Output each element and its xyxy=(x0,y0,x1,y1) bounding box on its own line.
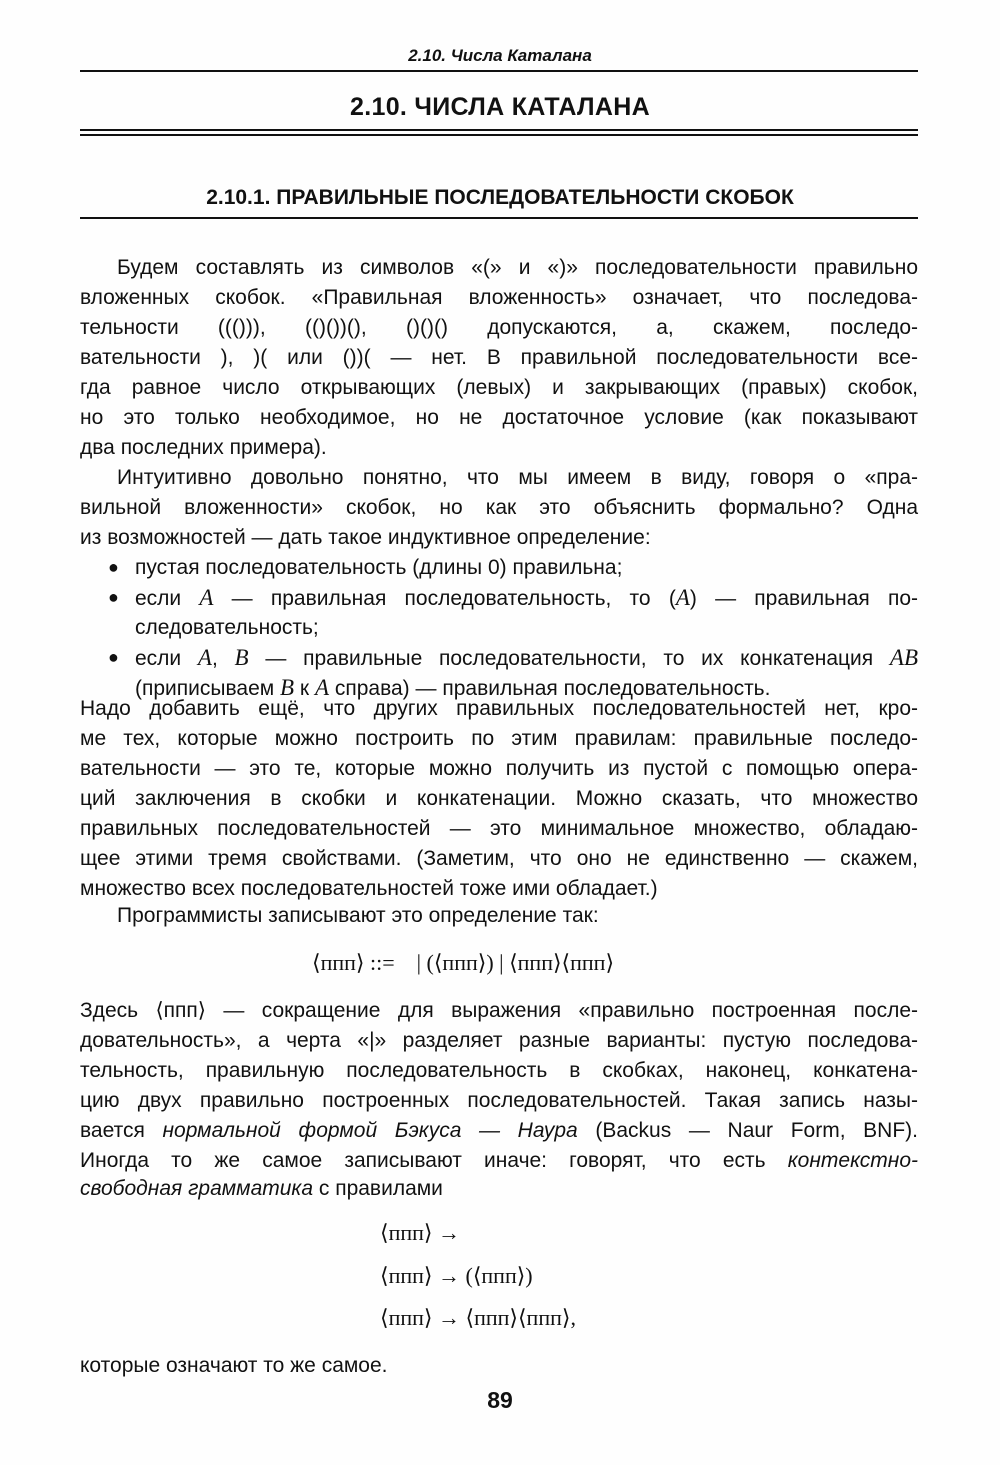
bullet-icon: ● xyxy=(108,647,119,667)
text-line xyxy=(80,375,918,401)
text-line xyxy=(80,345,918,371)
text-segment: гда равное число открывающих (левых) и закрывающих (правых) скобок, xyxy=(80,376,918,399)
text-segment: к xyxy=(294,677,315,700)
emphasized-text: нормальной формой Бэкуса — Наура xyxy=(162,1119,578,1142)
section-title: 2.10. ЧИСЛА КАТАЛАНА xyxy=(350,93,650,121)
bullet-icon: ● xyxy=(108,587,119,607)
emphasized-text: A xyxy=(314,675,330,700)
text-segment: Здесь ⟨ппп⟩ — сокращение для выражения «правильно построенная после- xyxy=(80,999,918,1022)
text-segment: Программисты записывают это определение так: xyxy=(117,904,599,927)
text-segment: вательности ), )( или ())( — нет. В правильной последовательности все- xyxy=(80,346,918,369)
text-line xyxy=(80,495,918,521)
bnf-formula: ⟨ппп⟩ ::= | (⟨ппп⟩) | ⟨ппп⟩⟨ппп⟩ xyxy=(312,950,615,975)
text-line xyxy=(80,1353,918,1379)
emphasized-text: A xyxy=(199,585,214,610)
text-line xyxy=(135,585,918,612)
text-line xyxy=(117,255,918,281)
text-line xyxy=(80,726,918,752)
emphasized-text: B xyxy=(234,645,249,670)
text-line xyxy=(80,285,918,311)
header-rule xyxy=(80,70,918,72)
text-line xyxy=(80,786,918,812)
text-segment: с правилами xyxy=(313,1177,443,1200)
text-segment: — правильная последовательность, то ( xyxy=(213,587,676,610)
text-segment: щее этими тремя свойствами. (Заметим, что оно не единственно — скажем, xyxy=(80,847,918,870)
text-segment: цию двух правильно построенных последовательностей. Такая запись назы- xyxy=(80,1089,918,1112)
title-rule-bottom xyxy=(80,134,918,136)
text-line xyxy=(80,1088,918,1114)
text-line xyxy=(135,555,918,581)
text-line xyxy=(80,1028,918,1054)
grammar-rule: ⟨ппп⟩ → (⟨ппп⟩) xyxy=(380,1263,533,1288)
text-segment: справа) — правильная последовательность. xyxy=(329,677,771,700)
bullet-icon: ● xyxy=(108,557,119,577)
emphasized-text: A xyxy=(197,645,212,670)
grammar-rule: ⟨ппп⟩ → ⟨ппп⟩⟨ппп⟩, xyxy=(380,1305,576,1330)
text-segment: довательность», а черта «|» разделяет разные варианты: пустую последова- xyxy=(80,1029,918,1052)
text-line xyxy=(80,696,918,722)
text-line xyxy=(80,1118,918,1144)
text-segment: (приписываем xyxy=(135,677,281,700)
subsection-title: 2.10.1. ПРАВИЛЬНЫЕ ПОСЛЕДОВАТЕЛЬНОСТИ СКОБОК xyxy=(206,186,794,209)
text-line xyxy=(80,525,918,551)
text-segment: два последних примера). xyxy=(80,436,327,459)
emphasized-text: AB xyxy=(889,645,918,670)
text-segment: множество всех последовательностей тоже ими обладает.) xyxy=(80,877,658,900)
text-segment: вложенных скобок. «Правильная вложенность» означает, что последова- xyxy=(80,286,918,309)
text-segment: вильной вложенности» скобок, но как это объяснить формально? Одна xyxy=(80,496,918,519)
text-segment: — правильные последовательности, то их конкатенация xyxy=(248,647,890,670)
text-segment: но это только необходимое, но не достаточное условие (как показывают xyxy=(80,406,918,429)
title-rule-top xyxy=(80,129,918,131)
emphasized-text: A xyxy=(675,585,690,610)
text-line xyxy=(80,876,918,902)
text-segment: вается xyxy=(80,1119,163,1142)
emphasized-text: контекстно- xyxy=(787,1149,918,1172)
text-line xyxy=(117,903,918,929)
text-line xyxy=(80,998,918,1024)
text-segment: (Backus — Naur Form, BNF). xyxy=(577,1119,919,1142)
text-segment: ций заключения в скобки и конкатенации. Можно сказать, что множество xyxy=(80,787,918,810)
text-line xyxy=(80,405,918,431)
text-segment: Надо добавить ещё, что других правильных последовательностей нет, кро- xyxy=(80,697,918,720)
text-line xyxy=(80,315,918,341)
text-line xyxy=(135,615,918,641)
text-segment: ) — правильная по- xyxy=(689,587,918,610)
text-line xyxy=(80,435,918,461)
text-line xyxy=(80,1176,918,1202)
subsection-rule xyxy=(80,217,918,219)
text-line xyxy=(135,645,918,672)
text-segment: Будем составлять из символов «(» и «)» последовательности правильно xyxy=(117,256,918,279)
text-segment: , xyxy=(211,647,235,670)
emphasized-text: свободная грамматика xyxy=(80,1177,314,1200)
text-line xyxy=(117,465,918,491)
page-number: 89 xyxy=(487,1387,513,1413)
text-segment: из возможностей — дать такое индуктивное определение: xyxy=(80,526,651,549)
running-header: 2.10. Числа Каталана xyxy=(408,46,592,65)
text-segment: если xyxy=(135,647,198,670)
text-segment: тельности ((())), (()())(), ()()() допускаются, а, скажем, последо- xyxy=(80,316,918,339)
text-segment: которые означают то же самое. xyxy=(80,1354,388,1377)
text-line xyxy=(80,756,918,782)
text-segment: тельность, правильную последовательность в скобках, наконец, конкатена- xyxy=(80,1059,918,1082)
text-segment: Иногда то же самое записывают иначе: говорят, что есть xyxy=(80,1149,788,1172)
text-line xyxy=(80,1058,918,1084)
text-line xyxy=(80,846,918,872)
emphasized-text: B xyxy=(280,675,295,700)
text-segment: Интуитивно довольно понятно, что мы имеем в виду, говоря о «пра- xyxy=(117,466,918,489)
text-line xyxy=(80,816,918,842)
text-segment: правильных последовательностей — это минимальное множество, обладаю- xyxy=(80,817,918,840)
text-segment: если xyxy=(135,587,200,610)
text-segment: вательности — это те, которые можно получить из пустой с помощью опера- xyxy=(80,757,918,780)
grammar-rule: ⟨ппп⟩ → xyxy=(380,1220,460,1245)
text-segment: ме тех, которые можно построить по этим правилам: правильные последо- xyxy=(80,727,918,750)
text-segment: пустая последовательность (длины 0) правильна; xyxy=(135,556,623,579)
text-line xyxy=(80,1148,918,1174)
text-segment: следовательность; xyxy=(135,616,319,639)
